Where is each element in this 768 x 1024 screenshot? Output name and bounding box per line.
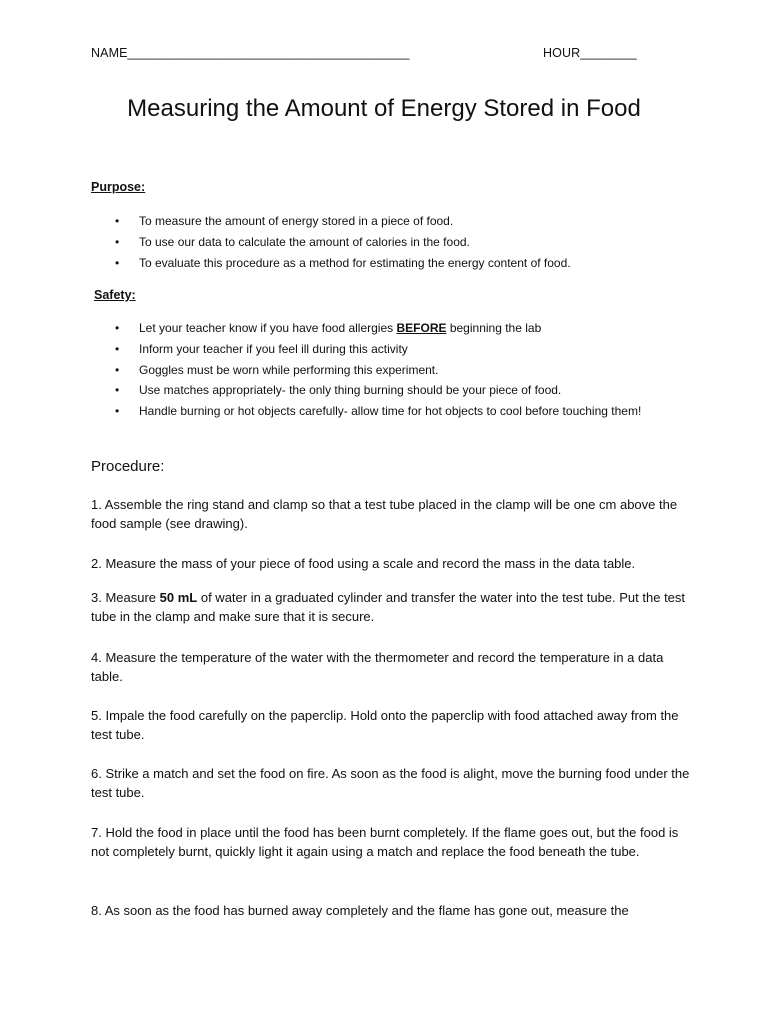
bullet-icon: • (115, 214, 120, 228)
procedure-step-1: 1. Assemble the ring stand and clamp so that a test tube placed in the clamp will be one cm above the food sample (see drawing). (91, 497, 678, 531)
list-item: • To evaluate this procedure as a method for estimating the energy content of food. (0, 253, 768, 274)
list-item: • To measure the amount of energy stored in a piece of food. (0, 211, 768, 232)
bullet-icon: • (115, 255, 120, 270)
procedure-step-5: 5. Impale the food carefully on the paperclip. Hold onto the paperclip with food attached away from the test tube. (91, 708, 679, 742)
list-item: • Handle burning or hot objects carefully- allow time for hot objects to cool before touching them! (0, 401, 768, 422)
bullet-icon: • (115, 341, 120, 356)
procedure-step-8: 8. As soon as the food has burned away completely and the flame has gone out, measure the (91, 903, 629, 918)
list-item: • To use our data to calculate the amount of calories in the food. (0, 232, 768, 253)
procedure-heading: Procedure: (91, 458, 165, 475)
bullet-icon: • (115, 234, 120, 249)
emphasis-before: BEFORE (396, 321, 447, 335)
water-volume: 50 mL (159, 590, 198, 605)
safety-list (0, 318, 768, 422)
procedure-step-6: 6. Strike a match and set the food on fire. As soon as the food is alight, move the burning food under the test tube. (91, 766, 690, 800)
procedure-step-2: 2. Measure the mass of your piece of food using a scale and record the mass in the data table. (91, 556, 636, 571)
page-title: Measuring the Amount of Energy Stored in Food (127, 95, 641, 122)
bullet-icon: • (115, 404, 120, 419)
hour-line: HOUR________ (543, 46, 637, 60)
list-item: • Let your teacher know if you have food allergies BEFORE beginning the lab (0, 318, 768, 339)
procedure-step-3: 3. Measure 50 mL of water in a graduated cylinder and transfer the water into the test tube. Put the test tube in the clamp and make sure that it is secure. (91, 590, 686, 624)
bullet-icon: • (115, 383, 120, 398)
bullet-icon: • (115, 362, 120, 377)
list-item: • Use matches appropriately- the only thing burning should be your piece of food. (0, 380, 768, 401)
purpose-list (0, 211, 768, 273)
list-item: • Inform your teacher if you feel ill during this activity (0, 339, 768, 360)
name-line: NAME________________________________________ (91, 46, 410, 60)
procedure-step-7: 7. Hold the food in place until the food has been burnt completely. If the flame goes out, but the food is not completely burnt, quickly light it again using a match and replace the food beneath the tube. (91, 825, 679, 859)
procedure-step-4: 4. Measure the temperature of the water with the thermometer and record the temperature in a data table. (91, 650, 664, 684)
bullet-icon: • (115, 321, 120, 335)
safety-heading: Safety: (94, 288, 136, 302)
list-item: • Goggles must be worn while performing this experiment. (0, 360, 768, 381)
purpose-heading: Purpose: (91, 180, 146, 194)
